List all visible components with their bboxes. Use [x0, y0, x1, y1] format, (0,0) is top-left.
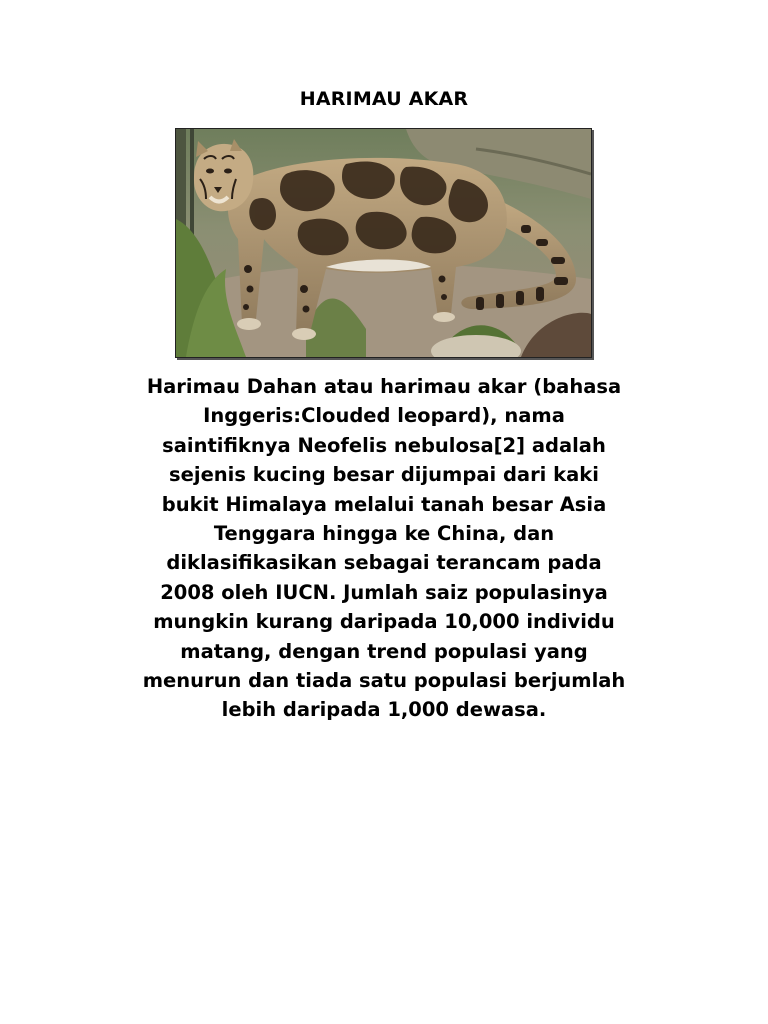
paragraph-line: Harimau Dahan atau harimau akar (bahasa	[146, 375, 622, 398]
body-paragraph	[84, 372, 684, 725]
paragraph-line: mungkin kurang daripada 10,000 individu	[153, 610, 615, 634]
paragraph-line: 2008 oleh IUCN. Jumlah saiz populasinya	[160, 580, 608, 604]
page-title: HARIMAU AKAR	[299, 88, 469, 110]
paragraph-line: matang, dengan trend populasi yang	[180, 639, 588, 663]
leopard-photo	[175, 128, 592, 358]
paragraph-line: saintifiknya Neofelis nebulosa[2] adalah	[162, 433, 606, 457]
paragraph-line: Inggeris:Clouded leopard), nama	[203, 404, 565, 428]
paragraph-line: bukit Himalaya melalui tanah besar Asia	[161, 492, 607, 516]
paragraph-line: diklasifikasikan sebagai terancam pada	[166, 551, 602, 575]
clouded-leopard-icon	[176, 129, 591, 357]
paragraph-line: sejenis kucing besar dijumpai dari kaki	[169, 463, 599, 487]
paragraph-line: Tenggara hingga ke China, dan	[213, 522, 555, 546]
paragraph-line: lebih daripada 1,000 dewasa.	[221, 698, 547, 722]
paragraph-line: menurun dan tiada satu populasi berjumlah	[142, 669, 626, 693]
